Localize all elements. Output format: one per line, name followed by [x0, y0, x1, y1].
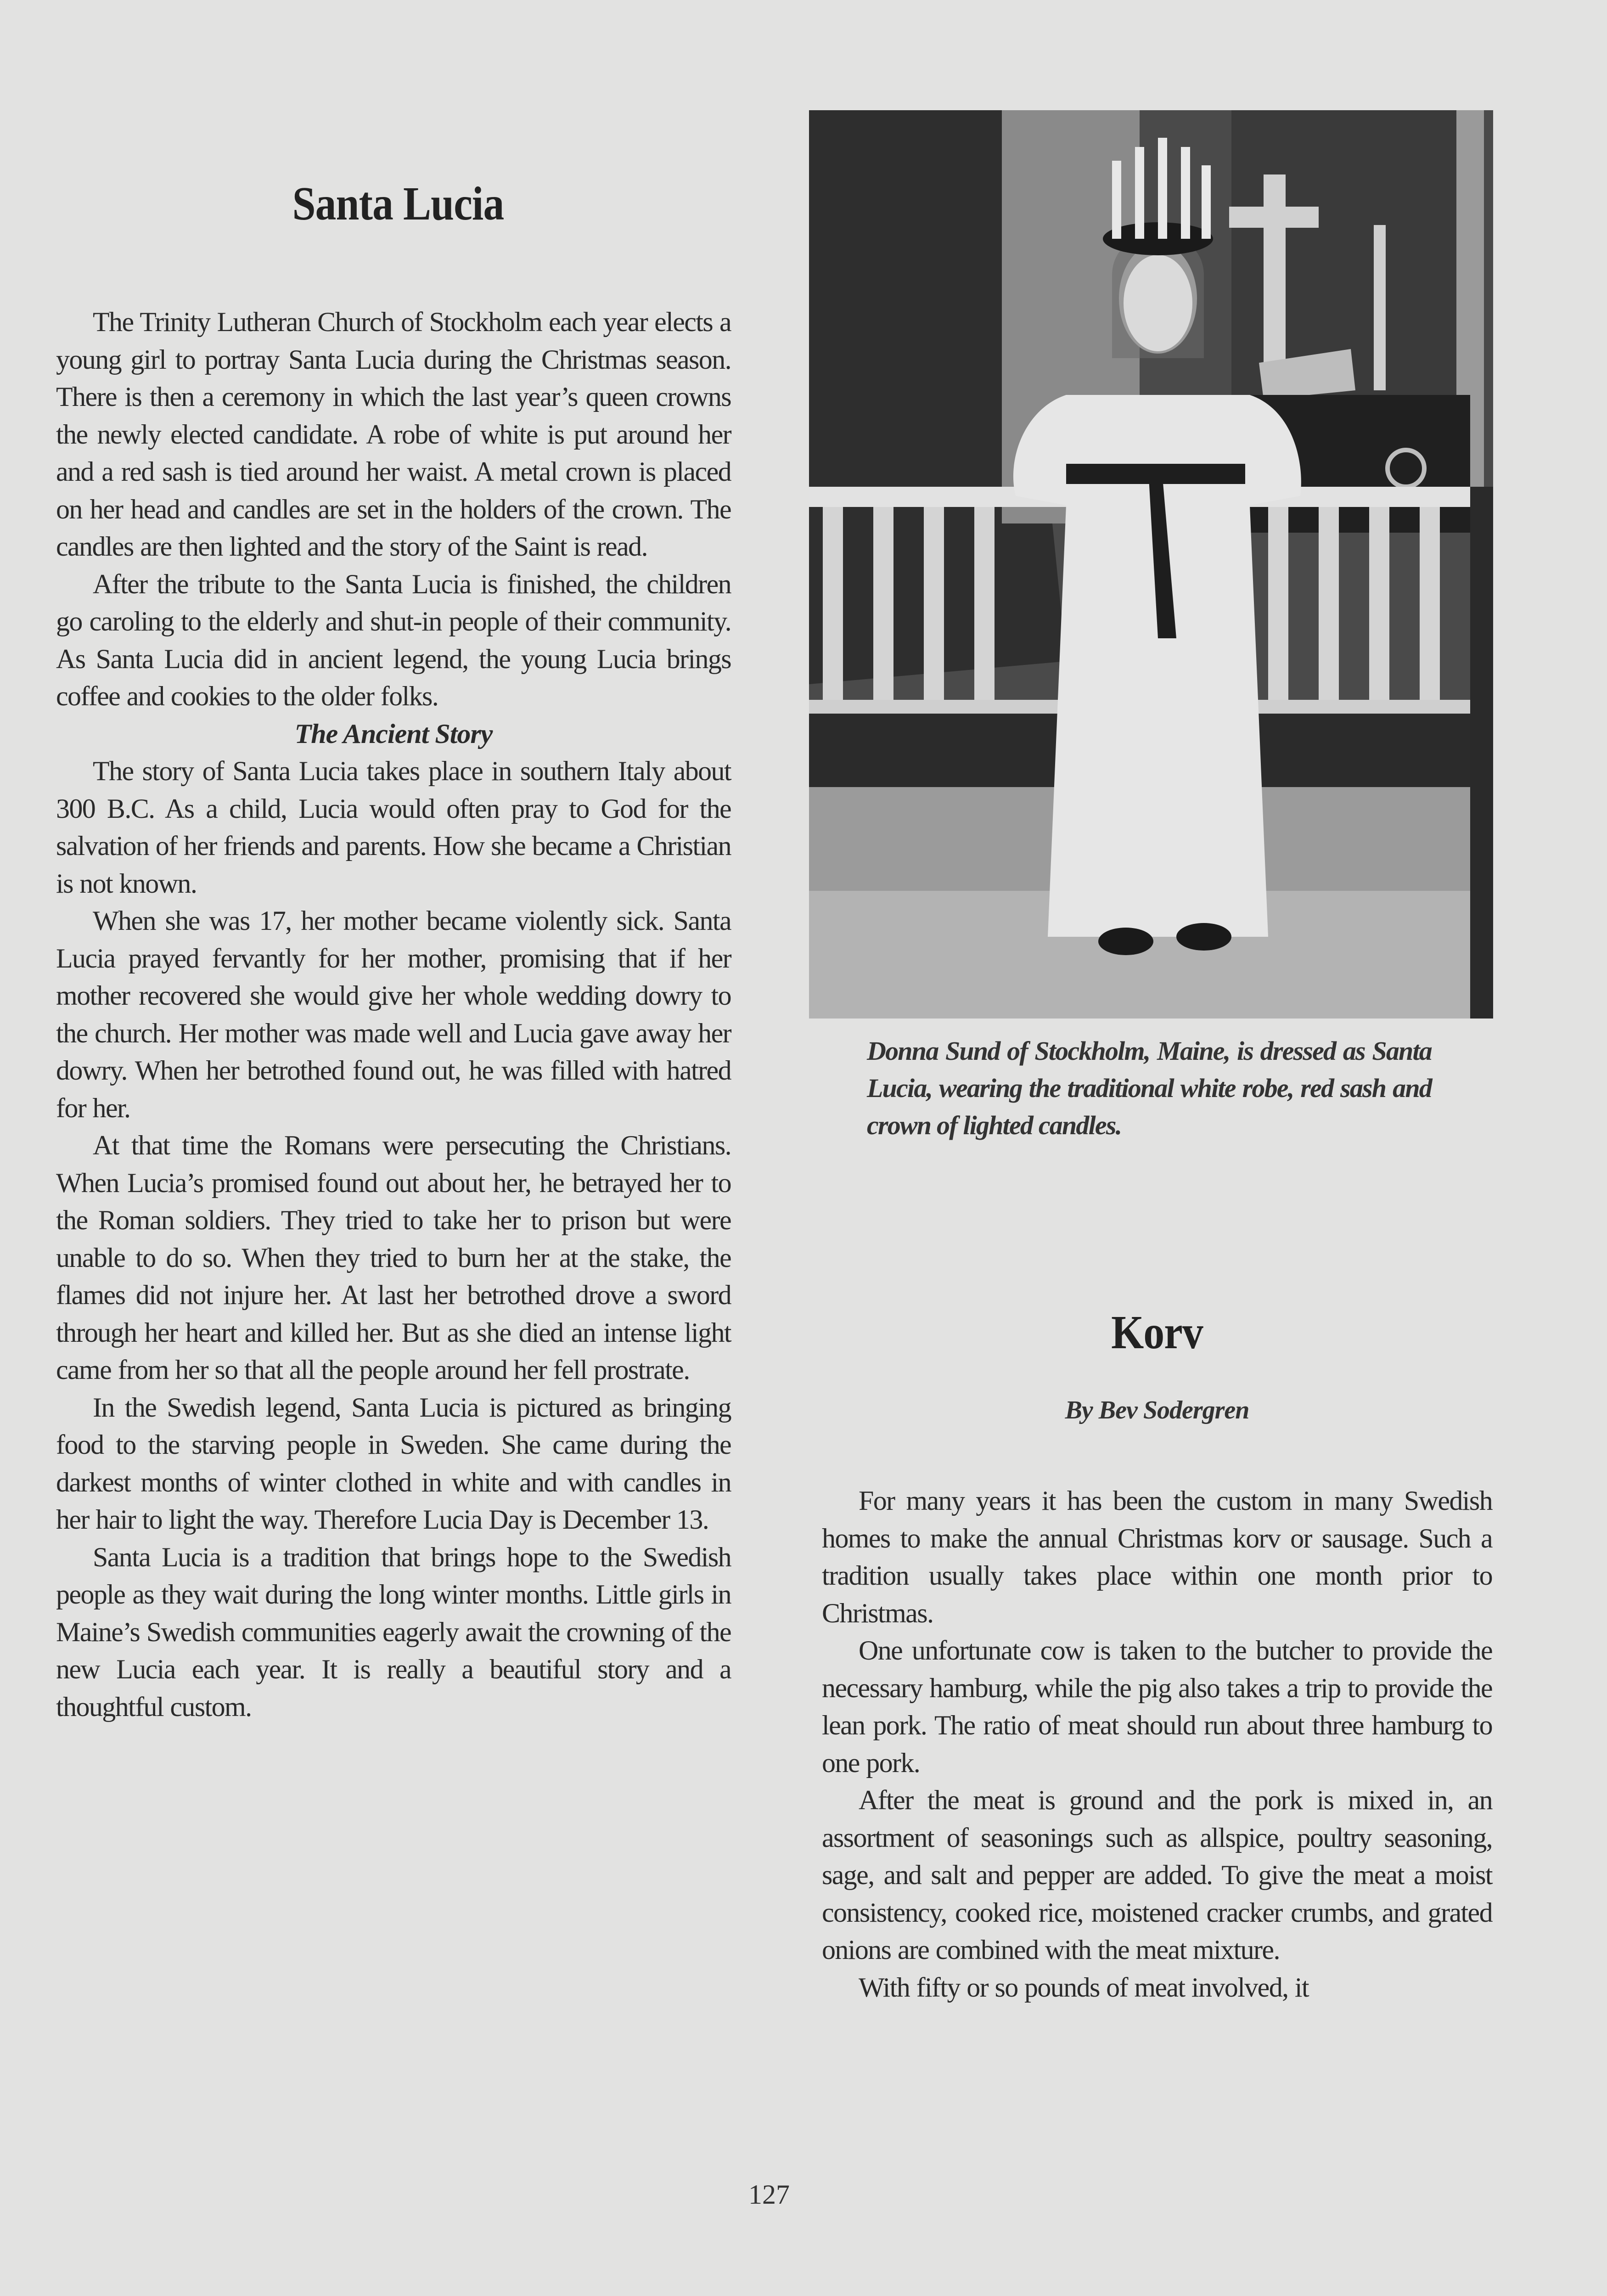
paragraph: At that time the Romans were persecuting the Christians. When Lucia’s promised found out about her, he betrayed her to the Roman soldiers. They tried to take her to prison but were unable to do so. When they tried to burn her at the stake, the flames did not injure her. At last her betrothed drove a sword through her heart and killed her. But as she died an intense light came from her so that all the people around her fell prostrate.: [56, 1130, 731, 1385]
paragraph: Santa Lucia is a tradition that brings hope to the Swedish people as they wait during the long winter months. Little girls in Maine’s Swedish communities eagerly await the crowning of the new Lucia each year. It is really a beautiful story and a thoughtful custom.: [56, 1542, 731, 1722]
byline: By Bev Sodergren: [1065, 1396, 1249, 1424]
paragraph: After the tribute to the Santa Lucia is finished, the children go caroling to the elderly and shut-in people of their community. As Santa Lucia did in ancient legend, the young Lucia brings coffee and cookies to the older folks.: [56, 568, 731, 711]
paragraph: The story of Santa Lucia takes place in southern Italy about 300 B.C. As a child, Lucia would often pray to God for the salvation of her friends and parents. How she became a Christian is not known.: [56, 756, 731, 899]
korv-article: [822, 1029, 1492, 2006]
photo-illustration: [809, 110, 1493, 1019]
photo-caption: Donna Sund of Stockholm, Maine, is dressed as Santa Lucia, wearing the traditional white robe, red sash and crown of lighted candles.: [867, 1036, 1432, 1140]
subheading-ancient-story: The Ancient Story: [294, 718, 493, 749]
paragraph: One unfortunate cow is taken to the butcher to provide the necessary hamburg, while the pig also takes a trip to provide the lean pork. The ratio of meat should run about three hamburg to one pork.: [822, 1635, 1492, 1778]
paragraph: The Trinity Lutheran Church of Stockholm each year elects a young girl to portray Santa Lucia during the Christmas season. There is then a ceremony in which the last year’s queen crowns the newly elected candidate. A robe of white is put around her and a red sash is tied around her waist. A metal crown is placed on her head and candles are set in the holders of the crown. The candles are then lighted and the story of the Saint is read.: [56, 307, 731, 562]
paragraph: After the meat is ground and the pork is mixed in, an assortment of seasonings such as allspice, poultry seasoning, sage, and salt and pepper are added. To give the meat a moist consistency, cooked rice, moistened cracker crumbs, and grated onions are combined with the meat mixture.: [822, 1785, 1492, 1965]
santa-lucia-body: [56, 304, 731, 1726]
paragraph: When she was 17, her mother became violently sick. Santa Lucia prayed fervantly for her mother, promising that if her mother recovered she would give her whole wedding dowry to the church. Her mother was made well and Lucia gave away her dowry. When her betrothed found out, he was filled with hatred for her.: [56, 906, 731, 1123]
korv-body: [822, 1482, 1492, 2006]
page-number: 127: [748, 2179, 790, 2210]
santa-lucia-title: Santa Lucia: [292, 177, 504, 230]
paragraph: In the Swedish legend, Santa Lucia is pictured as bringing food to the starving people in Sweden. She came during the darkest months of winter clothed in white and with candles in her hair to light the way. Therefore Lucia Day is December 13.: [56, 1392, 731, 1535]
cross-icon: [1264, 174, 1286, 377]
santa-lucia-article: [56, 170, 731, 1726]
korv-title: Korv: [1111, 1306, 1203, 1359]
santa-lucia-photo: [809, 110, 1493, 1019]
paragraph: With fifty or so pounds of meat involved, it: [859, 1972, 1309, 2003]
paragraph: For many years it has been the custom in many Swedish homes to make the annual Christmas korv or sausage. Such a tradition usually takes place within one month prior to Christmas.: [822, 1486, 1492, 1628]
